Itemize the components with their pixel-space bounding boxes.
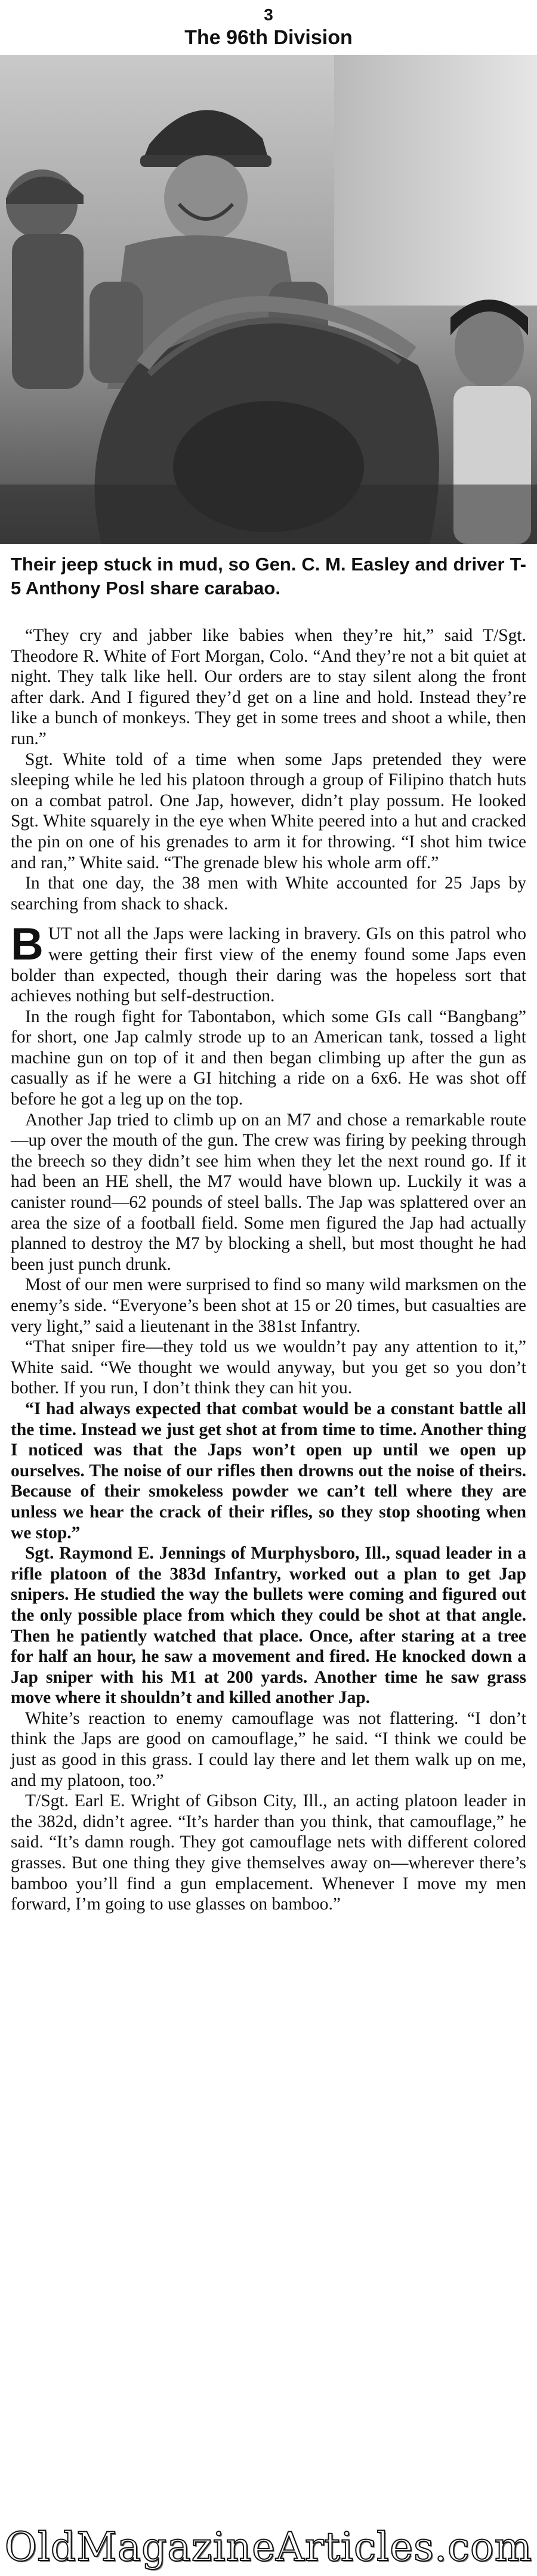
article-paragraph: “That sniper fire—they told us we wouldn’t pay any attention to it,” White said. “We thought we would anyway, but you get so you don’t bother. If you run, I don’t think they can hit you. (11, 1337, 526, 1398)
section-title: The 96th Division (184, 26, 353, 49)
article-paragraph: Sgt. White told of a time when some Japs pretended they were sleeping while he led his platoon through a group of Filipino thatch huts on a combat patrol. One Jap, however, didn’t play possum. He looked Sgt. White squarely in the eye when White peered into a hut and cracked the pin on one of his grenades to arm it for throwing. “I shot him twice and ran,” White said. “The grenade blew his whole arm off.” (11, 749, 526, 872)
dropcap-paragraph-text: UT not all the Japs were lacking in bravery. GIs on this patrol who were getting their first view of the enemy found some Japs even bolder than expected, though their daring was the hopeless sort that achieves nothing but self-destruction. (11, 924, 526, 1006)
article-paragraph: Most of our men were surprised to find so many wild marksmen on the enemy’s side. “Everyone’s been shot at 15 or 20 times, but casualties are very light,” said a lieutenant in the 381st Infantry. (11, 1275, 526, 1336)
article-paragraph: In the rough fight for Tabontabon, which some GIs call “Bangbang” for short, one Jap calmly strode up to an American tank, tossed a light machine gun on top of it and then began climbing up after the gun as casually as if he were a GI hitching a ride on a 6x6. He was shot off before he got a leg up on the top. (11, 1007, 526, 1109)
dropcap-paragraph (11, 919, 526, 1006)
article-paragraph: “I had always expected that combat would be a constant battle all the time. Instead we just get shot at from time to time. Another thing I noticed was that the Japs won’t open up until we open up ourselves. The noise of our rifles then drowns out the noise of theirs. Because of their smokeless powder we can’t tell where they are unless we hear the crack of their rifles, so they stop shooting when we stop.” (11, 1399, 526, 1542)
photo-caption: Their jeep stuck in mud, so Gen. C. M. Easley and driver T-5 Anthony Posl share carabao. (11, 554, 526, 599)
article-paragraph: “They cry and jabber like babies when they’re hit,” said T/Sgt. Theodore R. White of Fort Morgan, Colo. “And they’re not a bit quiet at night. They talk like hell. Our orders are to stay silent along the front after dark. And I figured they’d get on a line and hold. Instead they’re like a bunch of monkeys. They get in some trees and shoot a while, then run.” (11, 626, 526, 748)
page-header (0, 5, 537, 50)
site-watermark: OldMagazineArticles.com (4, 2524, 533, 2570)
article-paragraph: Sgt. Raymond E. Jennings of Murphysboro, Ill., squad leader in a rifle platoon of the 383d Infantry, worked out a plan to get Jap snipers. He studied the way the bullets were coming and figured out the only possible place from which they could be shot at that angle. Then he patiently watched that place. Once, after staring at a tree for half an hour, he saw a movement and fired. He knocked down a Jap sniper with his M1 at 200 yards. Another time he saw grass move where it shouldn’t and killed another Jap. (11, 1544, 526, 1708)
article-paragraph: T/Sgt. Earl E. Wright of Gibson City, Ill., an acting platoon leader in the 382d, didn’t agree. “It’s harder than you think, that camouflage,” he said. “It’s damn rough. They got camouflage nets with different colored grasses. But one thing they give themselves away on—wherever there’s bamboo you’ll find a gun emplacement. Whenever I move my men forward, I’m going to use glasses on bamboo.” (11, 1791, 526, 1914)
drop-cap-letter: B (11, 919, 44, 970)
page-number: 3 (264, 5, 273, 24)
article-body (11, 625, 526, 1915)
article-paragraph: Another Jap tried to climb up on an M7 and chose a remarkable route—up over the mouth of the gun. The crew was firing by peeking through the breech so they didn’t see him when they let the next round go. If it had been an HE shell, the M7 would have blown up. Luckily it was a canister round—62 pounds of steel balls. The Jap was splattered over an area the size of a football field. Some men figured the Jap had actually planned to destroy the M7 by blocking a shell, but most thought he had been just punch drunk. (11, 1110, 526, 1274)
article-paragraph: White’s reaction to enemy camouflage was not flattering. “I don’t think the Japs are good on camouflage,” he said. “I think we could be just as good in this grass. I could lay there and let them walk up on me, and my platoon, too.” (11, 1708, 526, 1790)
news-photo (0, 55, 537, 544)
article-paragraph: In that one day, the 38 men with White accounted for 25 Japs by searching from shack to shack. (11, 874, 526, 914)
photo-soldiers-on-carabao (0, 55, 537, 544)
